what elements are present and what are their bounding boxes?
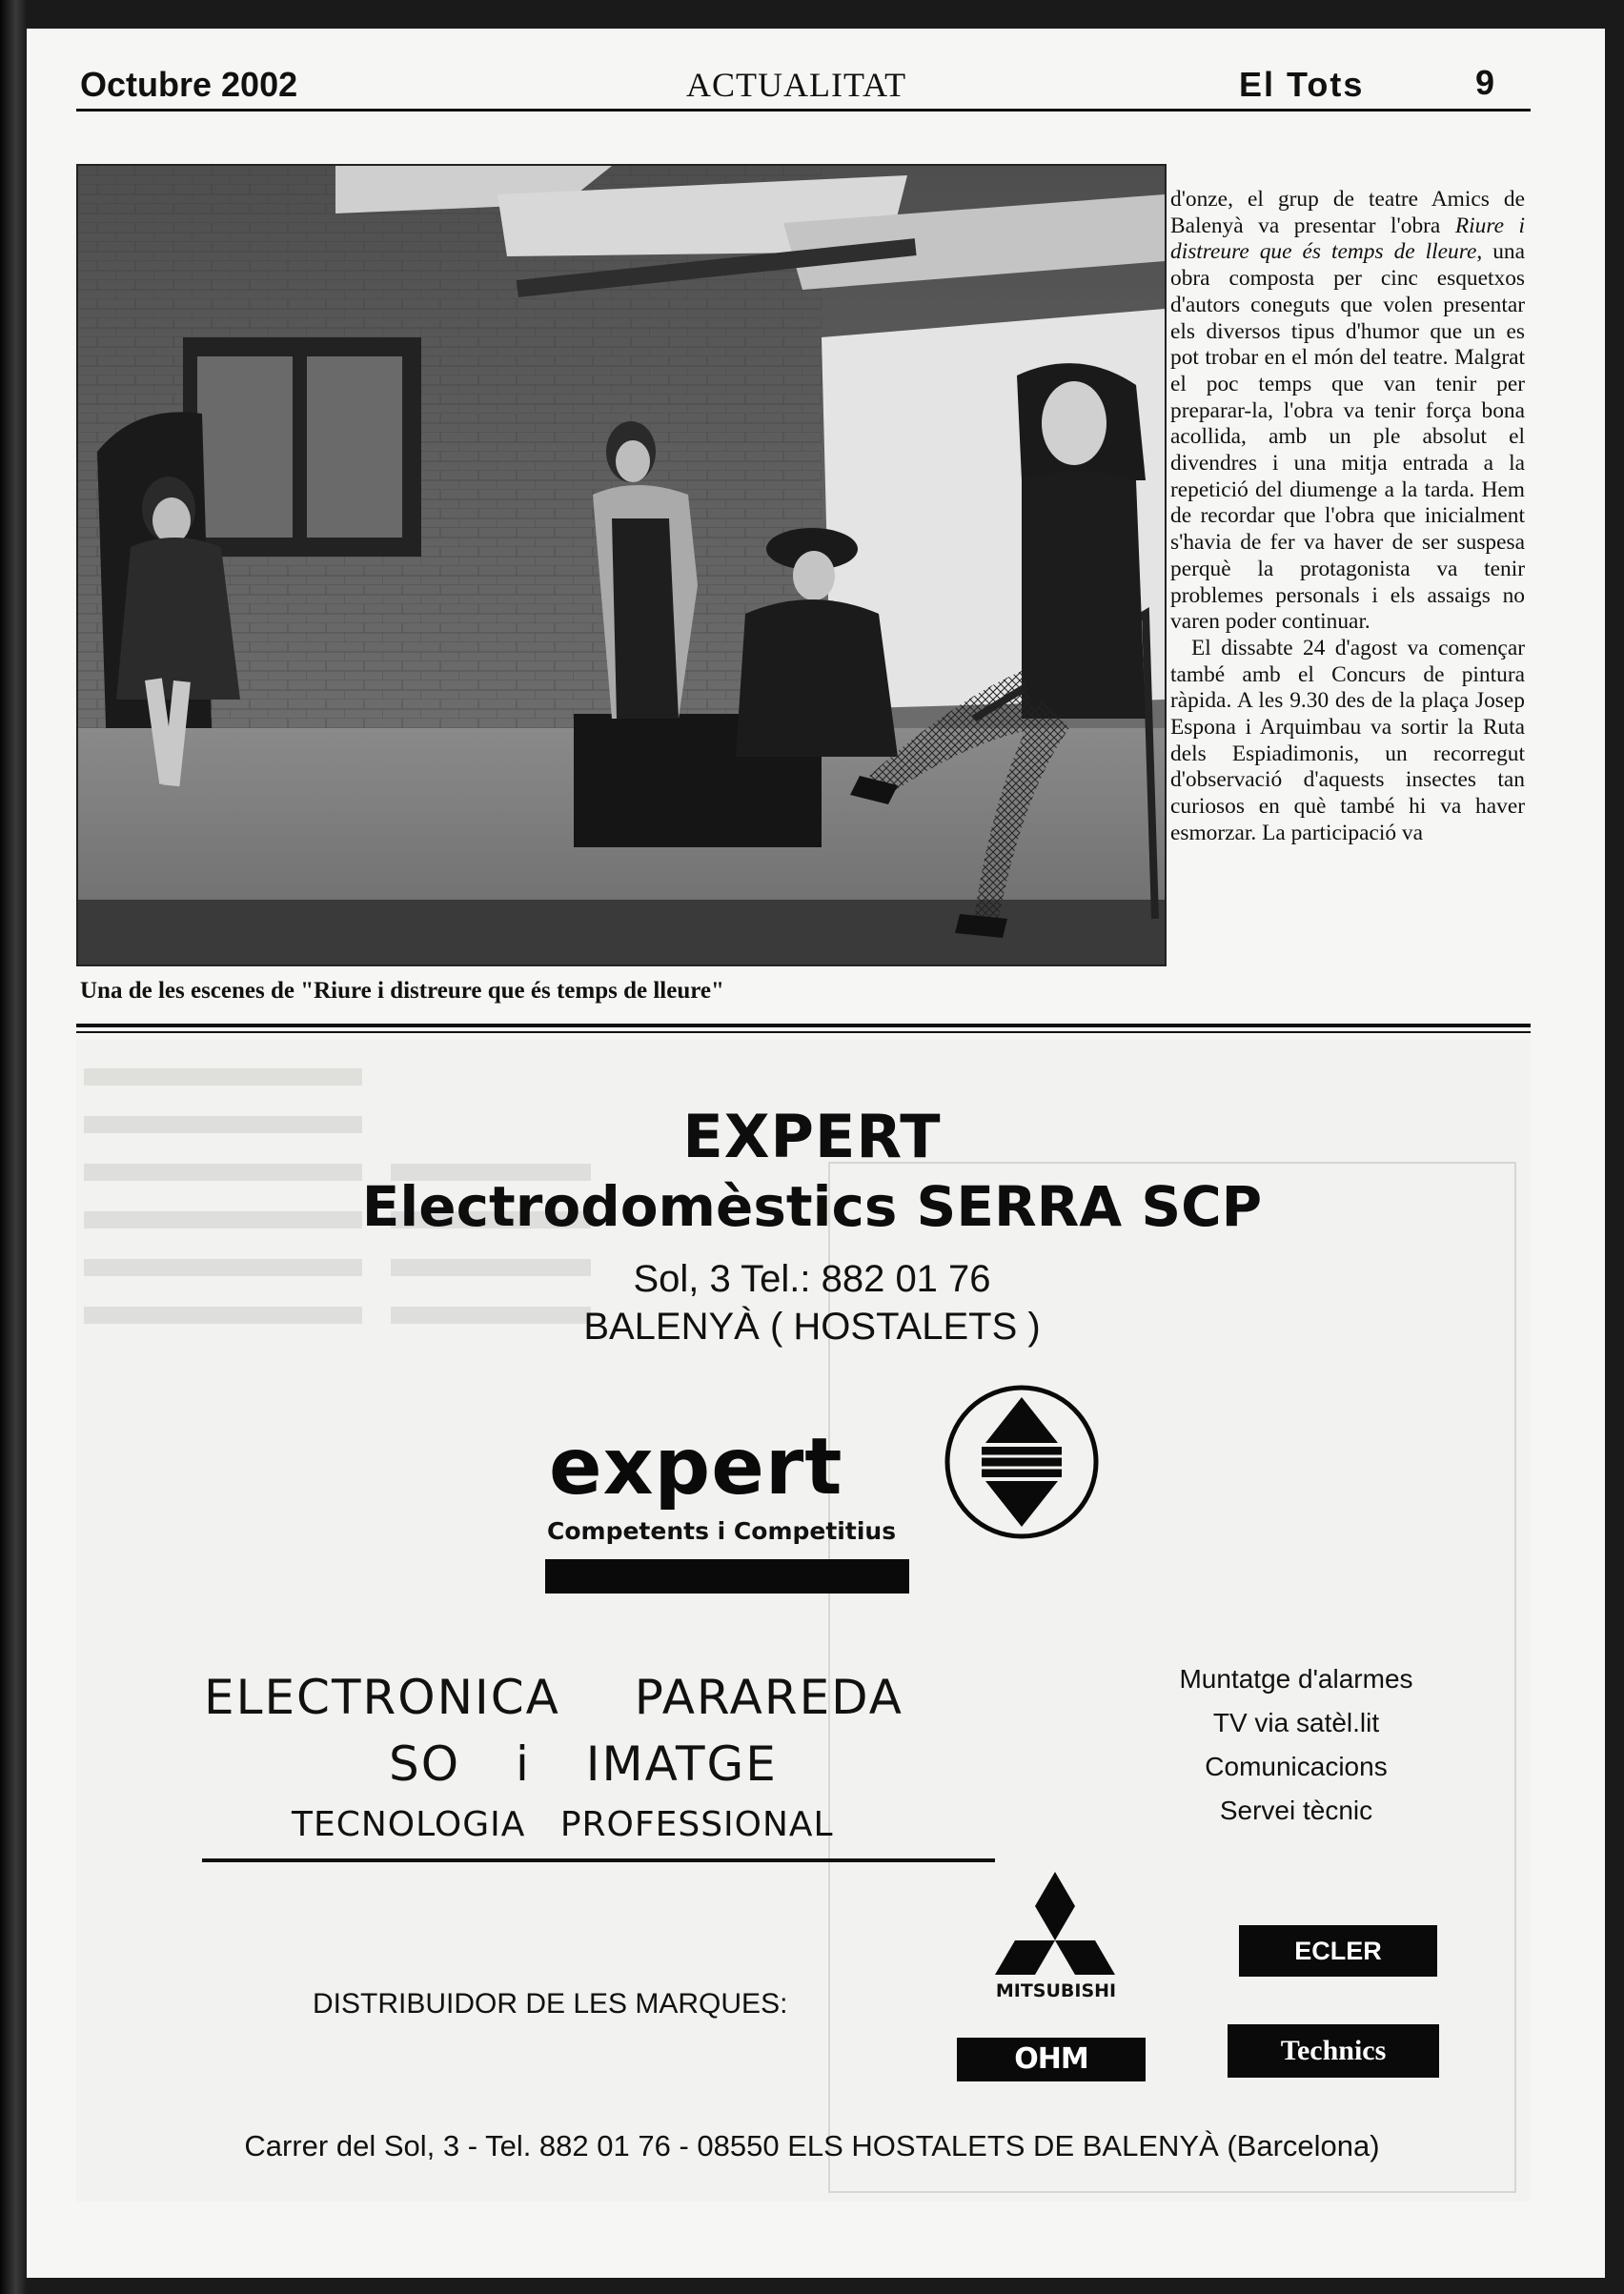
section-divider-thin <box>76 1031 1531 1033</box>
issue-date: Octubre 2002 <box>80 65 298 104</box>
play-title: Riure i distreure que és temps de lleure <box>1170 213 1525 265</box>
service-item: Comunicacions <box>1205 1752 1388 1781</box>
article-text: , una obra composta per cinc esquetxos d'autors coneguts que volen presentar els diversos tipus d'humor que un es pot trobar en el món del teatre. Malgrat el poc temps que van tenir per preparar-la, l'obra va tenir força bona acollida, amb un ple absolut el divendres i una mitja entrada a la repetició del diumenge a la tarda. Hem de recordar que l'obra que inicialment s'havia de fer va haver de ser suspesa perquè la protagonista va tenir problemes personals i els assaigs no varen poder continuar. <box>1170 239 1526 635</box>
ohm-logo: OHM <box>957 2038 1146 2081</box>
ad-address-phone: Sol, 3 Tel.: 882 01 76 <box>633 1258 991 1300</box>
service-item: TV via satèl.lit <box>1212 1708 1380 1737</box>
section-title: ACTUALITAT <box>686 66 907 104</box>
header-rule <box>76 109 1531 112</box>
publication-name: El Tots <box>1239 65 1365 104</box>
shop-name-line: ELECTRONICA PARAREDA <box>204 1670 903 1725</box>
shop-subtitle-line: SO i IMATGE <box>389 1736 778 1792</box>
service-item: Servei tècnic <box>1219 1796 1373 1825</box>
shop-tagline: TECNOLOGIA PROFESSIONAL <box>292 1805 834 1844</box>
technics-logo: Technics <box>1228 2024 1439 2078</box>
article-paragraph-2: El dissabte 24 d'agost va començar també amb el Concurs de pintura ràpida. A les 9.30 des de la plaça Josep Espona i Arquimbau va sortir la Ruta dels Espiadimonis, un recorregut d'observació d'aquests insectes tan curiosos en què també hi va haver esmorzar. La participació va <box>1170 635 1525 845</box>
article-paragraph-1 <box>1170 187 1525 636</box>
photo-caption: Una de les escenes de "Riure i distreure que és temps de lleure" <box>80 978 724 1004</box>
ad-company-name: Electrodomèstics SERRA SCP <box>361 1174 1263 1239</box>
shop-underline <box>202 1858 995 1862</box>
service-item: Muntatge d'alarmes <box>1179 1664 1413 1694</box>
expert-slogan: Competents i Competitius <box>547 1517 897 1545</box>
ad-brand-heading: EXPERT <box>682 1102 942 1171</box>
decorative-bar <box>545 1559 909 1594</box>
mitsubishi-wordmark: MITSUBISHI <box>995 1980 1117 2001</box>
page-number: 9 <box>1475 63 1495 102</box>
expert-emblem-icon <box>944 1384 1100 1540</box>
section-divider <box>76 1024 1531 1027</box>
expert-logo-text: expert <box>549 1422 843 1512</box>
article-column <box>1170 187 1525 847</box>
theatre-scene-photo <box>76 164 1167 966</box>
ad-footer-address: Carrer del Sol, 3 - Tel. 882 01 76 - 08550 ELS HOSTALETS DE BALENYÀ (Barcelona) <box>244 2129 1380 2162</box>
ad-address-town: BALENYÀ ( HOSTALETS ) <box>583 1306 1041 1348</box>
photo-illustration <box>78 166 1165 964</box>
distributor-label: DISTRIBUIDOR DE LES MARQUES: <box>313 1988 788 2020</box>
article-text: d'onze, el grup de teatre Amics de Balenyà va presentar l'obra <box>1170 187 1525 238</box>
ecler-logo: ECLER <box>1239 1925 1437 1977</box>
